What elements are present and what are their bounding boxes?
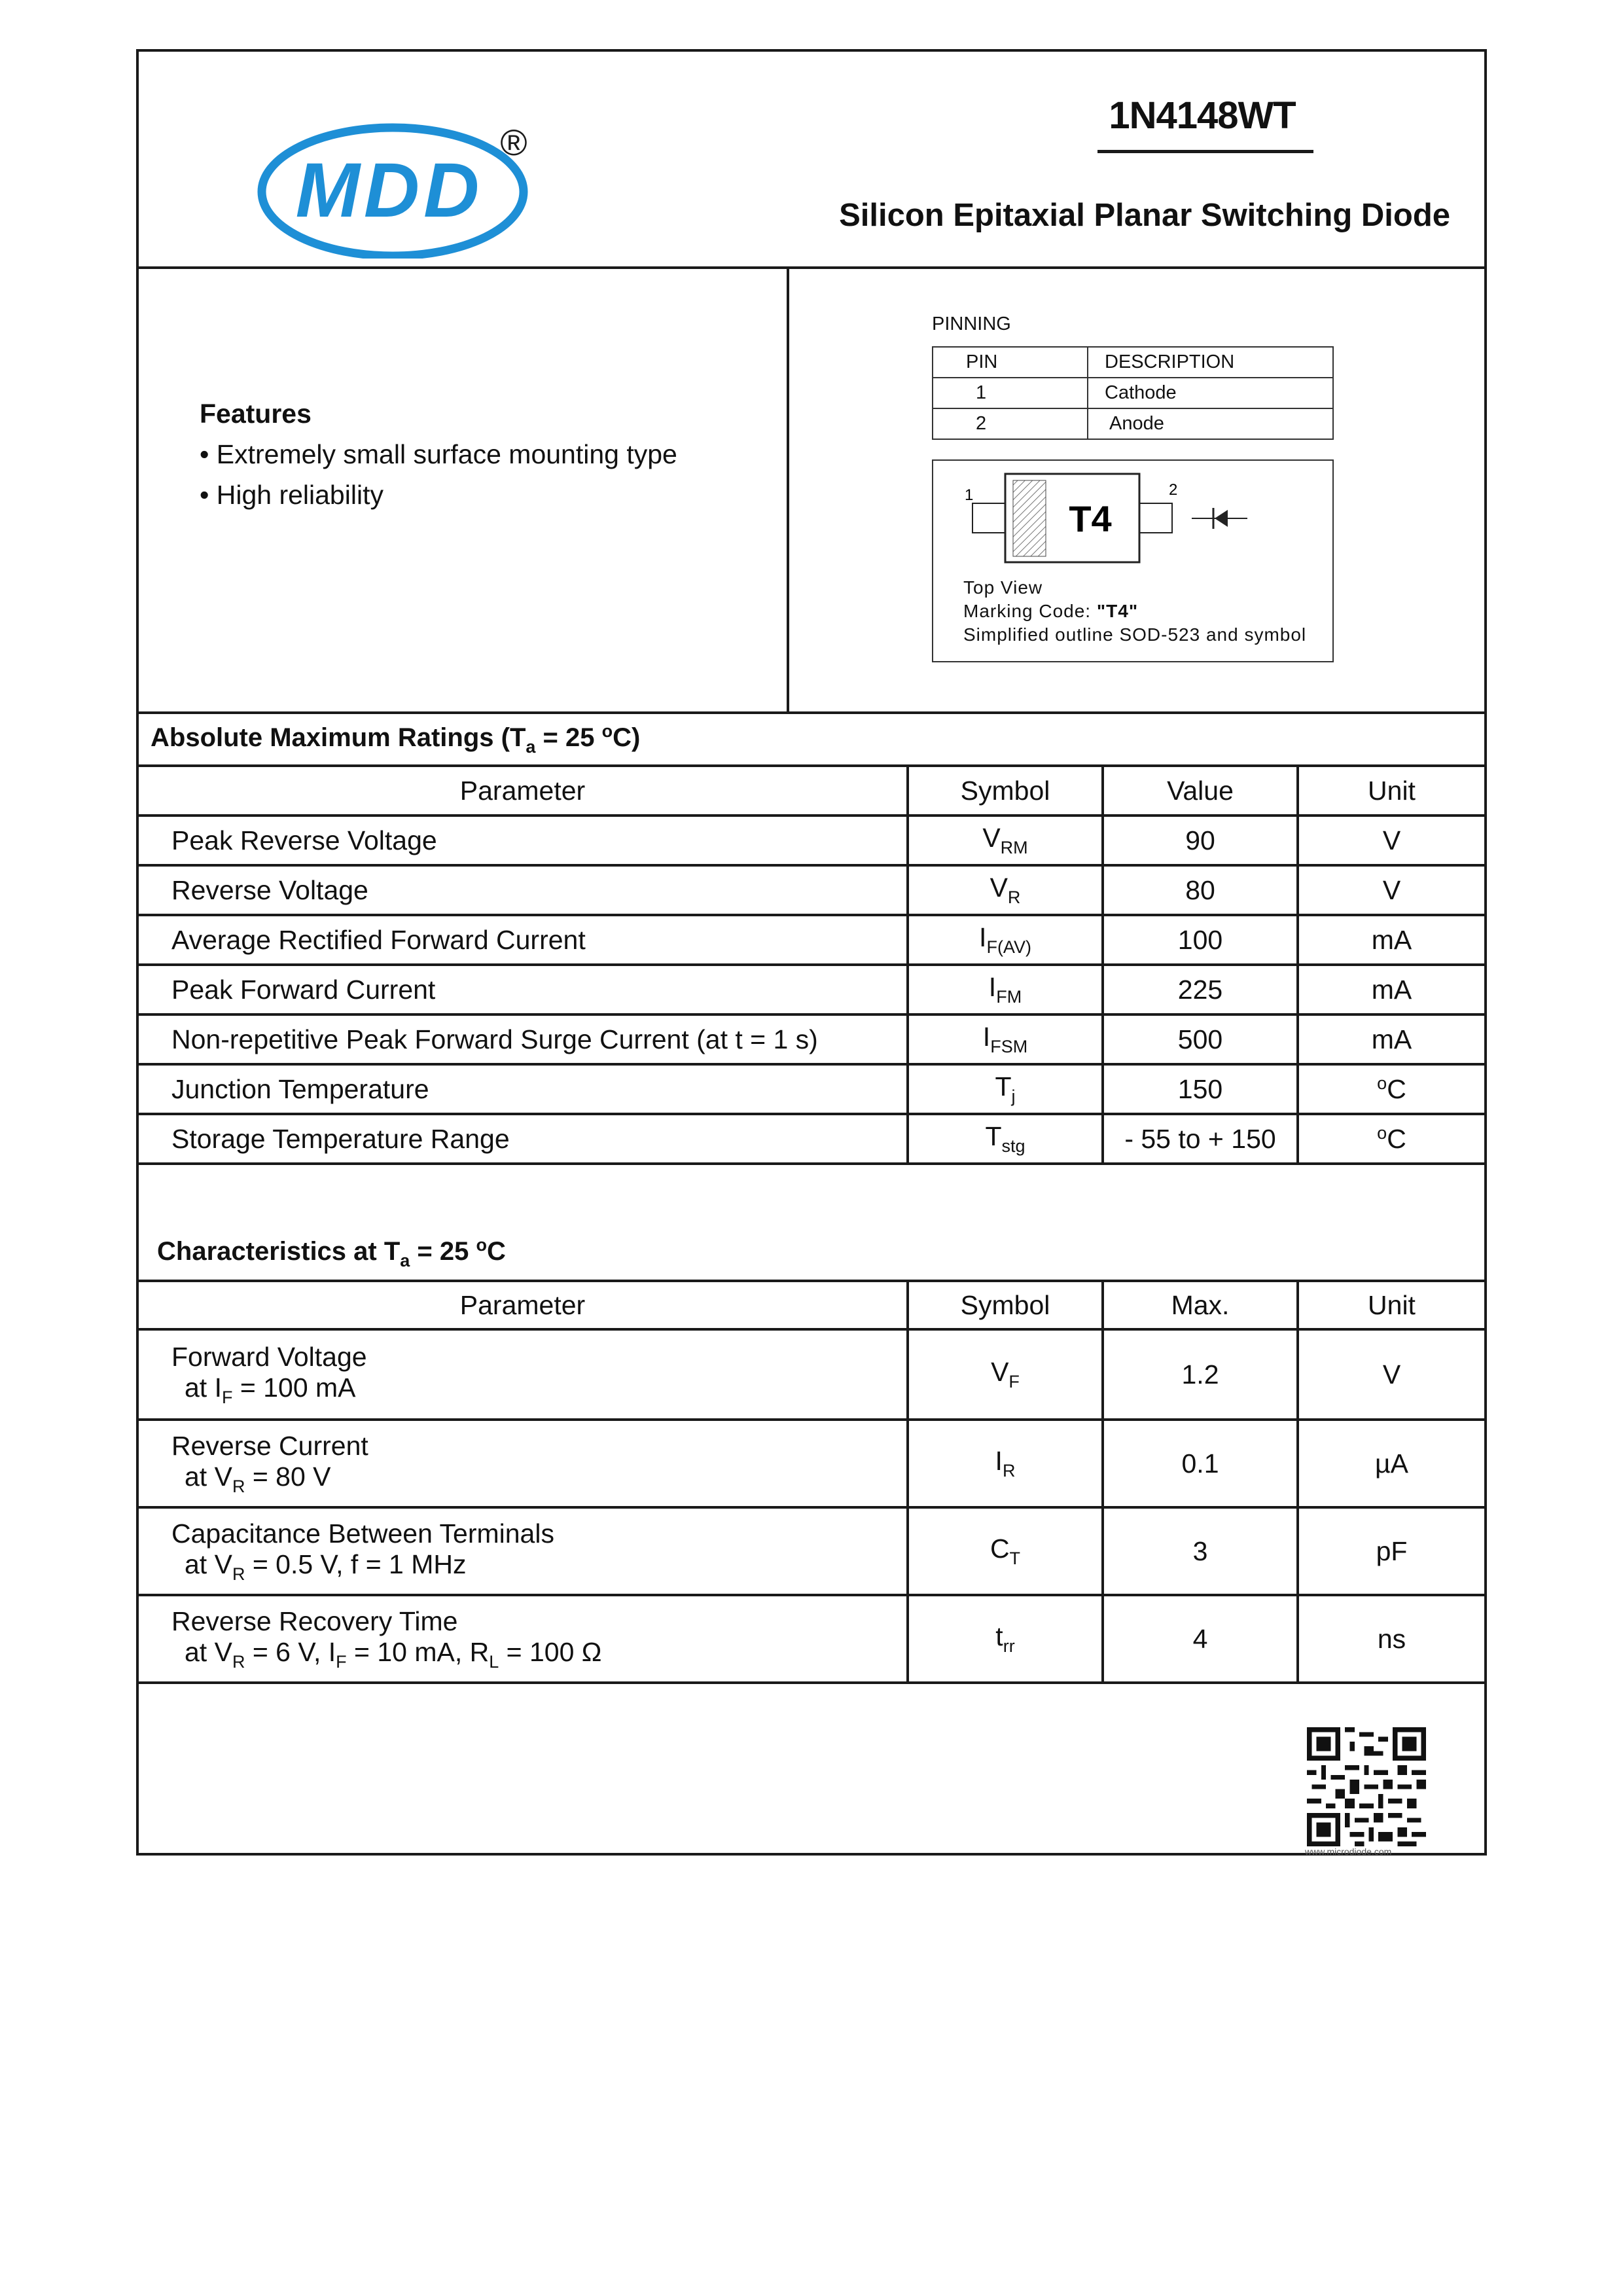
symbol-cell xyxy=(908,965,1103,1014)
registered-mark: ® xyxy=(500,122,527,163)
value-cell: 0.1 xyxy=(1103,1420,1298,1507)
symbol-cell xyxy=(908,1420,1103,1507)
condition-text: = 0.5 V, f = 1 MHz xyxy=(245,1549,467,1579)
symbol-cell xyxy=(908,1064,1103,1114)
qr-caption: www.microdiode.com xyxy=(1305,1846,1392,1857)
parameter-cell: Average Rectified Forward Current xyxy=(139,915,908,965)
condition-sub: F xyxy=(336,1651,347,1672)
parameter-cell: Storage Temperature Range xyxy=(139,1114,908,1164)
condition-sub: L xyxy=(489,1651,499,1672)
title-text: C) xyxy=(613,723,641,752)
symbol-cell xyxy=(908,1329,1103,1420)
parameter-cell: Junction Temperature xyxy=(139,1064,908,1114)
unit-cell: mA xyxy=(1298,915,1484,965)
parameter-cell: Non-repetitive Peak Forward Surge Current (at t = 1 s) xyxy=(139,1014,908,1064)
marking-text: T4 xyxy=(1069,498,1112,539)
value-cell: 80 xyxy=(1103,865,1298,915)
logo-text: MDD xyxy=(295,147,484,234)
pad-left xyxy=(972,503,1005,533)
pin-label-1: 1 xyxy=(965,486,974,504)
diode-symbol-icon xyxy=(1192,508,1247,529)
value-cell: 225 xyxy=(1103,965,1298,1014)
column-header: Symbol xyxy=(908,766,1103,816)
symbol-cell xyxy=(908,1595,1103,1683)
test-condition xyxy=(171,1372,906,1408)
table-row xyxy=(933,408,1333,439)
symbol-cell xyxy=(908,865,1103,915)
table-row xyxy=(139,1507,1484,1595)
table-row xyxy=(139,1420,1484,1507)
title-text: Characteristics at T xyxy=(157,1237,401,1266)
parameter-name: Reverse Current xyxy=(171,1430,368,1461)
degree-sign: o xyxy=(1377,1073,1387,1093)
table-row xyxy=(139,1114,1484,1164)
symbol-sub: stg xyxy=(1001,1136,1026,1156)
condition-sub: R xyxy=(232,1476,245,1496)
mdd-logo xyxy=(255,95,563,259)
description-header: DESCRIPTION xyxy=(1088,347,1333,378)
symbol: T xyxy=(985,1121,1002,1151)
pin-number: 2 xyxy=(933,408,1088,439)
feature-item: • High reliability xyxy=(200,480,383,510)
column-header: Max. xyxy=(1103,1281,1298,1329)
condition-text: at V xyxy=(185,1636,232,1667)
table-row xyxy=(139,1014,1484,1064)
symbol: V xyxy=(991,1357,1009,1387)
value-cell: 500 xyxy=(1103,1014,1298,1064)
page-subtitle: Silicon Epitaxial Planar Switching Diode xyxy=(839,198,1450,233)
qr-code-icon xyxy=(1307,1727,1426,1846)
symbol: I xyxy=(995,1446,1003,1476)
symbol-sub: R xyxy=(1002,1461,1016,1480)
symbol-sub: rr xyxy=(1003,1636,1015,1656)
symbol-sub: FSM xyxy=(990,1037,1028,1056)
package-outline-caption: Simplified outline SOD-523 and symbol xyxy=(963,624,1307,645)
part-number-underline xyxy=(1097,150,1313,153)
title-sub: a xyxy=(400,1251,410,1270)
condition-sub: R xyxy=(232,1564,245,1584)
symbol-sub: FM xyxy=(996,987,1022,1007)
symbol-sub: j xyxy=(1011,1086,1016,1106)
pin-header: PIN xyxy=(933,347,1088,378)
unit-cell: V xyxy=(1298,816,1484,865)
symbol-cell xyxy=(908,816,1103,865)
unit-cell: V xyxy=(1298,1329,1484,1420)
symbol: V xyxy=(982,823,1001,853)
title-sub: a xyxy=(526,737,536,757)
symbol-sub: T xyxy=(1009,1549,1021,1568)
value-cell: 100 xyxy=(1103,915,1298,965)
pin-description: Cathode xyxy=(1088,378,1333,408)
condition-text: at V xyxy=(185,1461,232,1492)
table-header-row xyxy=(139,766,1484,816)
column-header: Value xyxy=(1103,766,1298,816)
pin-description: Anode xyxy=(1088,408,1333,439)
test-condition xyxy=(171,1549,906,1585)
symbol-sub: F xyxy=(1008,1372,1020,1391)
symbol-cell xyxy=(908,1114,1103,1164)
unit-cell: mA xyxy=(1298,965,1484,1014)
marking-code-line xyxy=(963,601,1138,622)
unit-cell xyxy=(1298,1114,1484,1164)
divider xyxy=(139,266,1484,269)
column-header: Parameter xyxy=(139,1281,908,1329)
pin-number: 1 xyxy=(933,378,1088,408)
symbol: I xyxy=(982,1022,991,1052)
cathode-band xyxy=(1013,480,1046,556)
marking-code-prefix: Marking Code: xyxy=(963,601,1097,621)
symbol: t xyxy=(995,1621,1003,1651)
symbol: I xyxy=(979,922,987,952)
symbol-sub: F(AV) xyxy=(986,937,1031,957)
value-cell: 1.2 xyxy=(1103,1329,1298,1420)
feature-item: • Extremely small surface mounting type xyxy=(200,439,677,469)
unit-cell: pF xyxy=(1298,1507,1484,1595)
table-row xyxy=(139,1064,1484,1114)
characteristics-title xyxy=(157,1235,506,1271)
condition-text: = 10 mA, R xyxy=(346,1636,490,1667)
divider xyxy=(139,711,1484,714)
title-text: Absolute Maximum Ratings (T xyxy=(151,723,526,752)
value-cell: 90 xyxy=(1103,816,1298,865)
characteristics-table xyxy=(139,1280,1484,1684)
value-cell: - 55 to + 150 xyxy=(1103,1114,1298,1164)
symbol: V xyxy=(990,872,1008,903)
table-row xyxy=(139,816,1484,865)
datasheet-frame xyxy=(136,49,1487,1856)
value-cell: 3 xyxy=(1103,1507,1298,1595)
parameter-cell: Peak Forward Current xyxy=(139,965,908,1014)
condition-text: at I xyxy=(185,1372,222,1403)
condition-text: = 100 Ω xyxy=(499,1636,602,1667)
title-text: = 25 xyxy=(410,1237,476,1266)
pinning-table xyxy=(932,346,1334,440)
condition-text: at V xyxy=(185,1549,232,1579)
symbol-sub: RM xyxy=(1000,838,1028,857)
pad-right xyxy=(1139,503,1172,533)
title-text: = 25 xyxy=(535,723,602,752)
unit-cell: ns xyxy=(1298,1595,1484,1683)
condition-text: = 100 mA xyxy=(232,1372,356,1403)
unit-cell: mA xyxy=(1298,1014,1484,1064)
abs-max-title xyxy=(151,721,640,757)
degree-sign: o xyxy=(601,721,613,741)
marking-code-value: "T4" xyxy=(1096,601,1139,621)
value-cell: 4 xyxy=(1103,1595,1298,1683)
condition-sub: F xyxy=(221,1387,233,1407)
abs-max-table xyxy=(139,764,1484,1165)
part-number: 1N4148WT xyxy=(1109,94,1296,137)
column-header: Parameter xyxy=(139,766,908,816)
symbol: I xyxy=(988,972,997,1002)
symbol-cell xyxy=(908,1507,1103,1595)
parameter-cell xyxy=(139,1329,908,1420)
degree-sign: o xyxy=(1377,1123,1387,1143)
table-header-row xyxy=(139,1281,1484,1329)
value-cell: 150 xyxy=(1103,1064,1298,1114)
unit-cell xyxy=(1298,1064,1484,1114)
package-view-label: Top View xyxy=(963,577,1043,598)
symbol: C xyxy=(990,1534,1010,1564)
table-row xyxy=(139,965,1484,1014)
title-text: C xyxy=(487,1237,506,1266)
symbol: T xyxy=(995,1071,1012,1102)
condition-text: = 6 V, I xyxy=(245,1636,336,1667)
condition-sub: R xyxy=(232,1651,245,1672)
test-condition xyxy=(171,1462,906,1497)
parameter-cell xyxy=(139,1595,908,1683)
table-row xyxy=(139,1595,1484,1683)
parameter-name: Capacitance Between Terminals xyxy=(171,1518,554,1549)
parameter-cell xyxy=(139,1507,908,1595)
unit: C xyxy=(1387,1124,1406,1154)
table-row xyxy=(933,378,1333,408)
parameter-cell xyxy=(139,1420,908,1507)
table-row xyxy=(139,865,1484,915)
symbol-cell xyxy=(908,915,1103,965)
unit: C xyxy=(1387,1074,1406,1104)
symbol-sub: R xyxy=(1007,888,1021,907)
features-title: Features xyxy=(200,399,312,429)
package-outline-box xyxy=(932,459,1334,662)
parameter-name: Forward Voltage xyxy=(171,1341,367,1372)
parameter-cell: Reverse Voltage xyxy=(139,865,908,915)
symbol-cell xyxy=(908,1014,1103,1064)
table-row xyxy=(139,1329,1484,1420)
divider xyxy=(787,266,789,711)
unit-cell: V xyxy=(1298,865,1484,915)
pinning-title: PINNING xyxy=(932,314,1011,334)
degree-sign: o xyxy=(476,1235,488,1255)
test-condition xyxy=(171,1637,906,1672)
column-header: Symbol xyxy=(908,1281,1103,1329)
pin-label-2: 2 xyxy=(1169,481,1178,499)
condition-text: = 80 V xyxy=(245,1461,331,1492)
table-row xyxy=(933,347,1333,378)
parameter-name: Reverse Recovery Time xyxy=(171,1605,458,1636)
unit-cell: µA xyxy=(1298,1420,1484,1507)
column-header: Unit xyxy=(1298,766,1484,816)
table-row xyxy=(139,915,1484,965)
parameter-cell: Peak Reverse Voltage xyxy=(139,816,908,865)
column-header: Unit xyxy=(1298,1281,1484,1329)
